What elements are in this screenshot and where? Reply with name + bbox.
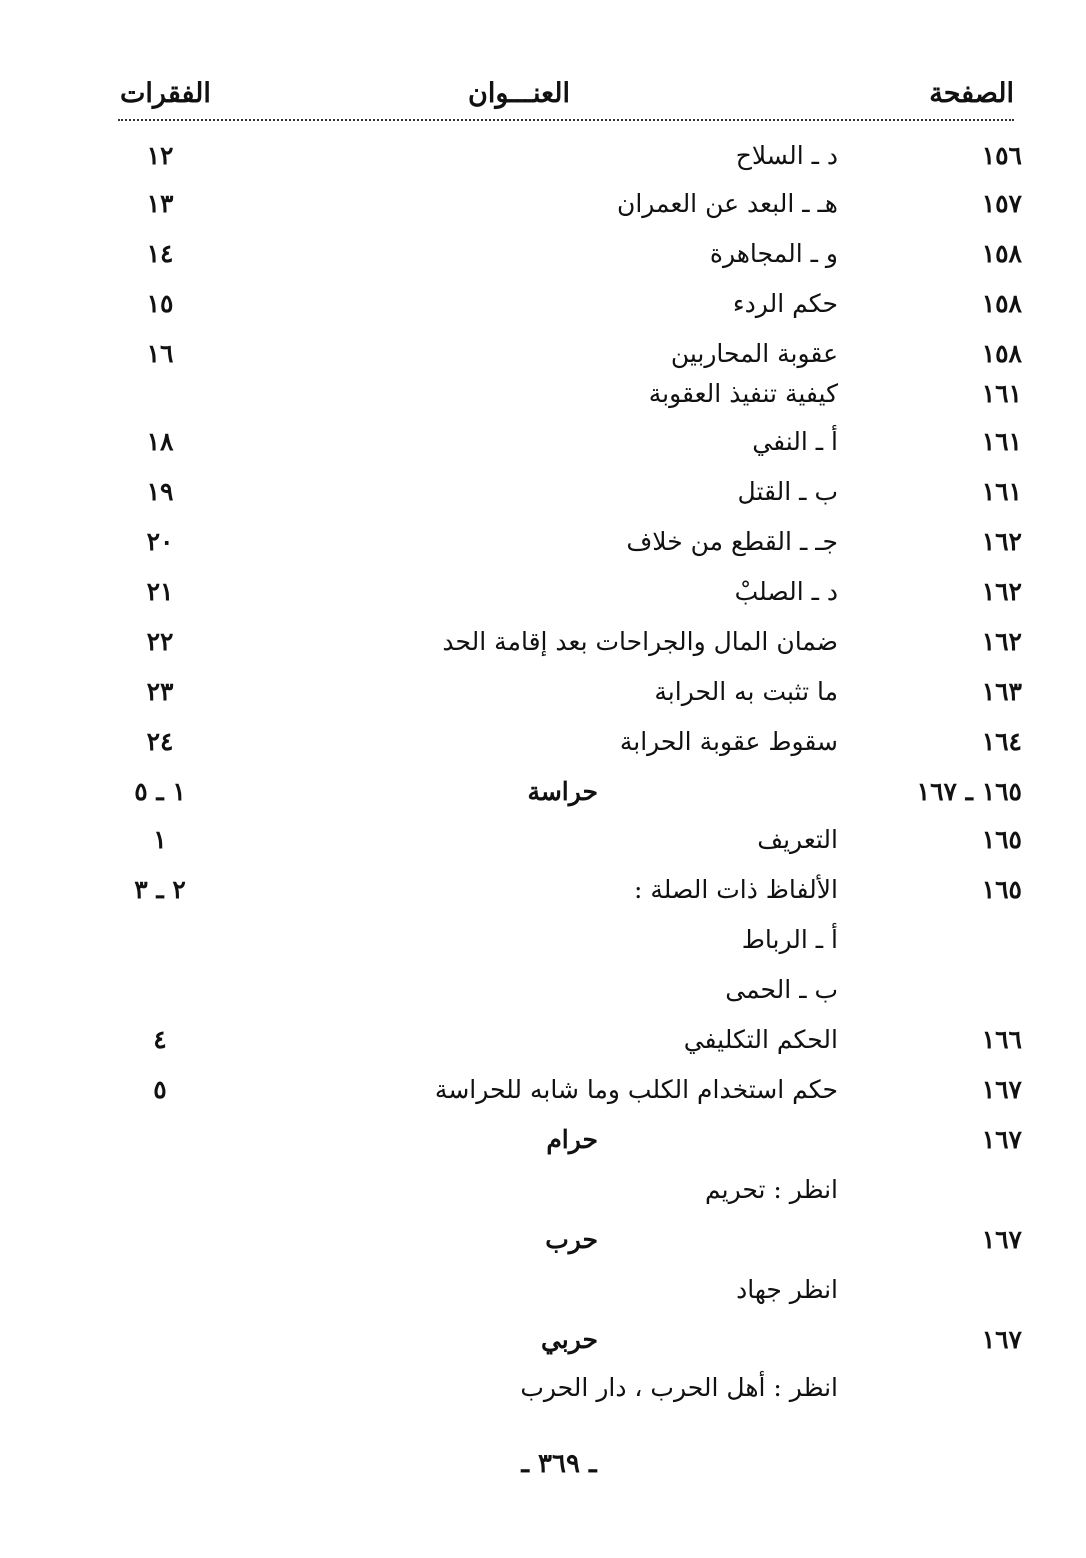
index-row xyxy=(0,1168,1086,1212)
row-paragraph-range: ١٣ xyxy=(146,189,174,218)
row-page-number: ١٦٦ xyxy=(981,1025,1022,1054)
row-page-number: ١٥٨ xyxy=(981,339,1022,368)
row-page-number: ١٦٢ xyxy=(981,627,1022,656)
index-row xyxy=(0,134,1086,178)
index-row xyxy=(0,770,1086,814)
row-title: الحكم التكليفي xyxy=(683,1025,838,1054)
row-paragraph-range: ٢٤ xyxy=(146,727,174,756)
row-page-number: ١٥٨ xyxy=(981,239,1022,268)
index-row xyxy=(0,1268,1086,1312)
row-paragraph-range: ٢١ xyxy=(146,577,174,606)
row-page-number: ١٦٧ xyxy=(981,1325,1022,1354)
row-paragraph-range: ١ ـ ٥ xyxy=(134,777,186,806)
index-row xyxy=(0,670,1086,714)
row-paragraph-range: ١ xyxy=(153,825,167,854)
index-row xyxy=(0,968,1086,1012)
row-page-number: ١٦٢ xyxy=(981,577,1022,606)
row-page-number: ١٦٣ xyxy=(981,677,1022,706)
row-page-number: ١٦٤ xyxy=(981,727,1022,756)
row-paragraph-range: ٤ xyxy=(153,1025,167,1054)
row-main-heading: حرب xyxy=(545,1225,598,1254)
index-row xyxy=(0,1118,1086,1162)
column-header-paragraphs: الفقرات xyxy=(120,78,211,109)
index-row xyxy=(0,868,1086,912)
row-paragraph-range: ١٦ xyxy=(146,339,174,368)
row-page-number: ١٦١ xyxy=(981,379,1022,408)
index-row xyxy=(0,470,1086,514)
index-row xyxy=(0,182,1086,226)
column-header-page: الصفحة xyxy=(929,78,1014,109)
row-paragraph-range: ٢٣ xyxy=(146,677,174,706)
row-title: انظر : تحريم xyxy=(704,1175,838,1204)
row-page-number: ١٥٧ xyxy=(981,189,1022,218)
header-dotted-rule xyxy=(118,119,1014,121)
row-paragraph-range: ٢٢ xyxy=(146,627,174,656)
index-row xyxy=(0,918,1086,962)
row-title: ما تثبت به الحرابة xyxy=(654,677,838,706)
index-row xyxy=(0,420,1086,464)
row-title: د ـ الصلبْ xyxy=(734,577,838,606)
row-title: انظر جهاد xyxy=(736,1275,838,1304)
column-header-title-text: العنـــوان xyxy=(468,78,570,109)
row-page-number: ١٦٥ xyxy=(981,875,1022,904)
row-title: ب ـ القتل xyxy=(737,477,838,506)
index-row xyxy=(0,520,1086,564)
row-paragraph-range: ٢ ـ ٣ xyxy=(134,875,186,904)
row-paragraph-range: ١٢ xyxy=(146,141,174,170)
row-title: انظر : أهل الحرب ، دار الحرب xyxy=(520,1373,838,1402)
row-page-number: ١٦٥ ـ ١٦٧ xyxy=(916,777,1022,806)
index-row xyxy=(0,1218,1086,1262)
row-title: عقوبة المحاربين xyxy=(670,339,838,368)
index-row xyxy=(0,1068,1086,1112)
index-row xyxy=(0,620,1086,664)
index-row xyxy=(0,818,1086,862)
row-title: جـ ـ القطع من خلاف xyxy=(626,527,838,556)
row-title: كيفية تنفيذ العقوبة xyxy=(648,379,838,408)
row-page-number: ١٥٦ xyxy=(981,141,1022,170)
row-title: أ ـ الرباط xyxy=(741,925,838,954)
row-title: حكم استخدام الكلب وما شابه للحراسة xyxy=(434,1075,838,1104)
row-paragraph-range: ١٨ xyxy=(146,427,174,456)
row-paragraph-range: ٥ xyxy=(153,1075,167,1104)
row-page-number: ١٦٧ xyxy=(981,1125,1022,1154)
row-title: و ـ المجاهرة xyxy=(709,239,838,268)
row-paragraph-range: ٢٠ xyxy=(146,527,174,556)
row-title: ضمان المال والجراحات بعد إقامة الحد xyxy=(442,627,838,656)
page-number-text: ـ ٣٦٩ ـ xyxy=(521,1449,597,1479)
row-title: التعريف xyxy=(757,825,838,854)
index-row xyxy=(0,1366,1086,1410)
row-title: الألفاظ ذات الصلة : xyxy=(633,875,838,904)
row-page-number: ١٦٧ xyxy=(981,1075,1022,1104)
index-row xyxy=(0,372,1086,416)
row-title: هـ ـ البعد عن العمران xyxy=(616,189,838,218)
row-title: ب ـ الحمى xyxy=(725,975,838,1004)
row-main-heading: حراسة xyxy=(527,777,598,806)
index-row xyxy=(0,282,1086,326)
row-page-number: ١٦١ xyxy=(981,427,1022,456)
page-number xyxy=(0,1444,1086,1484)
row-title: د ـ السلاح xyxy=(735,141,838,170)
row-page-number: ١٦١ xyxy=(981,477,1022,506)
row-paragraph-range: ١٩ xyxy=(146,477,174,506)
row-title: حكم الردء xyxy=(732,289,838,318)
index-row xyxy=(0,570,1086,614)
row-page-number: ١٦٧ xyxy=(981,1225,1022,1254)
index-row xyxy=(0,332,1086,376)
row-main-heading: حربي xyxy=(540,1325,598,1354)
row-title: أ ـ النفي xyxy=(752,427,838,456)
row-main-heading: حرام xyxy=(546,1125,598,1154)
row-title: سقوط عقوبة الحرابة xyxy=(619,727,838,756)
row-paragraph-range: ١٤ xyxy=(146,239,174,268)
index-row xyxy=(0,1318,1086,1362)
row-page-number: ١٥٨ xyxy=(981,289,1022,318)
row-page-number: ١٦٥ xyxy=(981,825,1022,854)
index-row xyxy=(0,232,1086,276)
index-row xyxy=(0,1018,1086,1062)
row-page-number: ١٦٢ xyxy=(981,527,1022,556)
index-row xyxy=(0,720,1086,764)
row-paragraph-range: ١٥ xyxy=(146,289,174,318)
